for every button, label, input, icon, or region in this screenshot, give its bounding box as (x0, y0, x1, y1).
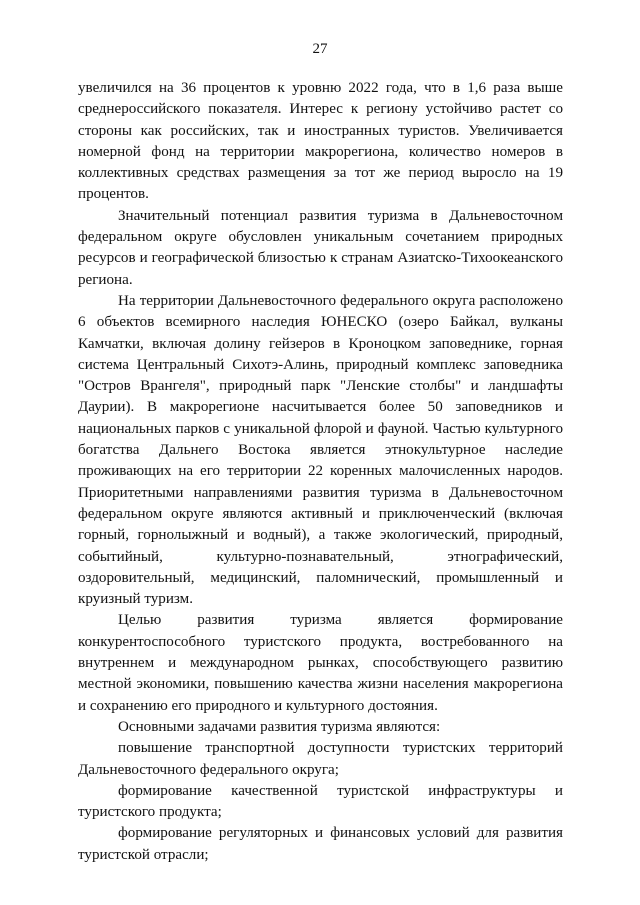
paragraph-main-tasks-intro: Основными задачами развития туризма являются: (118, 718, 441, 735)
list-item-transport-accessibility: повышение транспортной доступности туристских территорий Дальневосточного федерального округа; (78, 740, 563, 778)
list-item-regulatory-conditions: формирование регуляторных и финансовых условий для развития туристской отрасли; (78, 825, 563, 863)
list-item-infrastructure: формирование качественной туристской инфраструктуры и туристского продукта; (78, 782, 563, 821)
paragraph-tourism-potential: Значительный потенциал развития туризма в Дальневосточном федеральном округе обусловлен уникальным сочетанием природных ресурсов и географической близостью к странам Азиатско-Тихоокеанского региона. (78, 207, 563, 288)
paragraph-development-goal: Целью развития туризма является формирование конкурентоспособного туристского продукта, востребованного на внутреннем и международном рынках, способствующего развитию местной экономики, повышению качества жизни населения макрорегиона и сохранению его природного и культурного достояния. (78, 612, 563, 714)
paragraph-continuation: увеличился на 36 процентов к уровню 2022 года, что в 1,6 раза выше среднероссийского показателя. Интерес к региону устойчиво растет со стороны как российских, так и иностранных туристов. Увеличивается номерной фонд на территории макрорегиона, количество номеров в коллективных средствах размещения за тот же период выросло на 19 процентов. (78, 80, 563, 203)
page-number: 27 (312, 41, 328, 57)
paragraph-unesco-heritage: На территории Дальневосточного федерального округа расположено 6 объектов всемирного наследия ЮНЕСКО (озеро Байкал, вулканы Камчатки, включая долину гейзеров в Кроноцком заповеднике, горная система Центральный Сихотэ-Алинь, природный комплекс заповедника "Остров Врангеля", природный парк "Ленские столбы" и ландшафты Даурии). В макрорегионе насчитывается более 50 заповедников и национальных парков с уникальной флорой и фауной. Частью культурного богатства Дальнего Востока является этнокультурное наследие проживающих на его территории 22 коренных малочисленных народов. Приоритетными направлениями развития туризма в Дальневосточном федеральном округе являются активный и приключенческий (включая горный, горнолыжный и водный), а также экологический, природный, событийный, культурно-познавательный, этнографический, оздоровительный, медицинский, паломнический, промышленный и круизный туризм. (78, 292, 563, 608)
document-body (78, 78, 563, 866)
